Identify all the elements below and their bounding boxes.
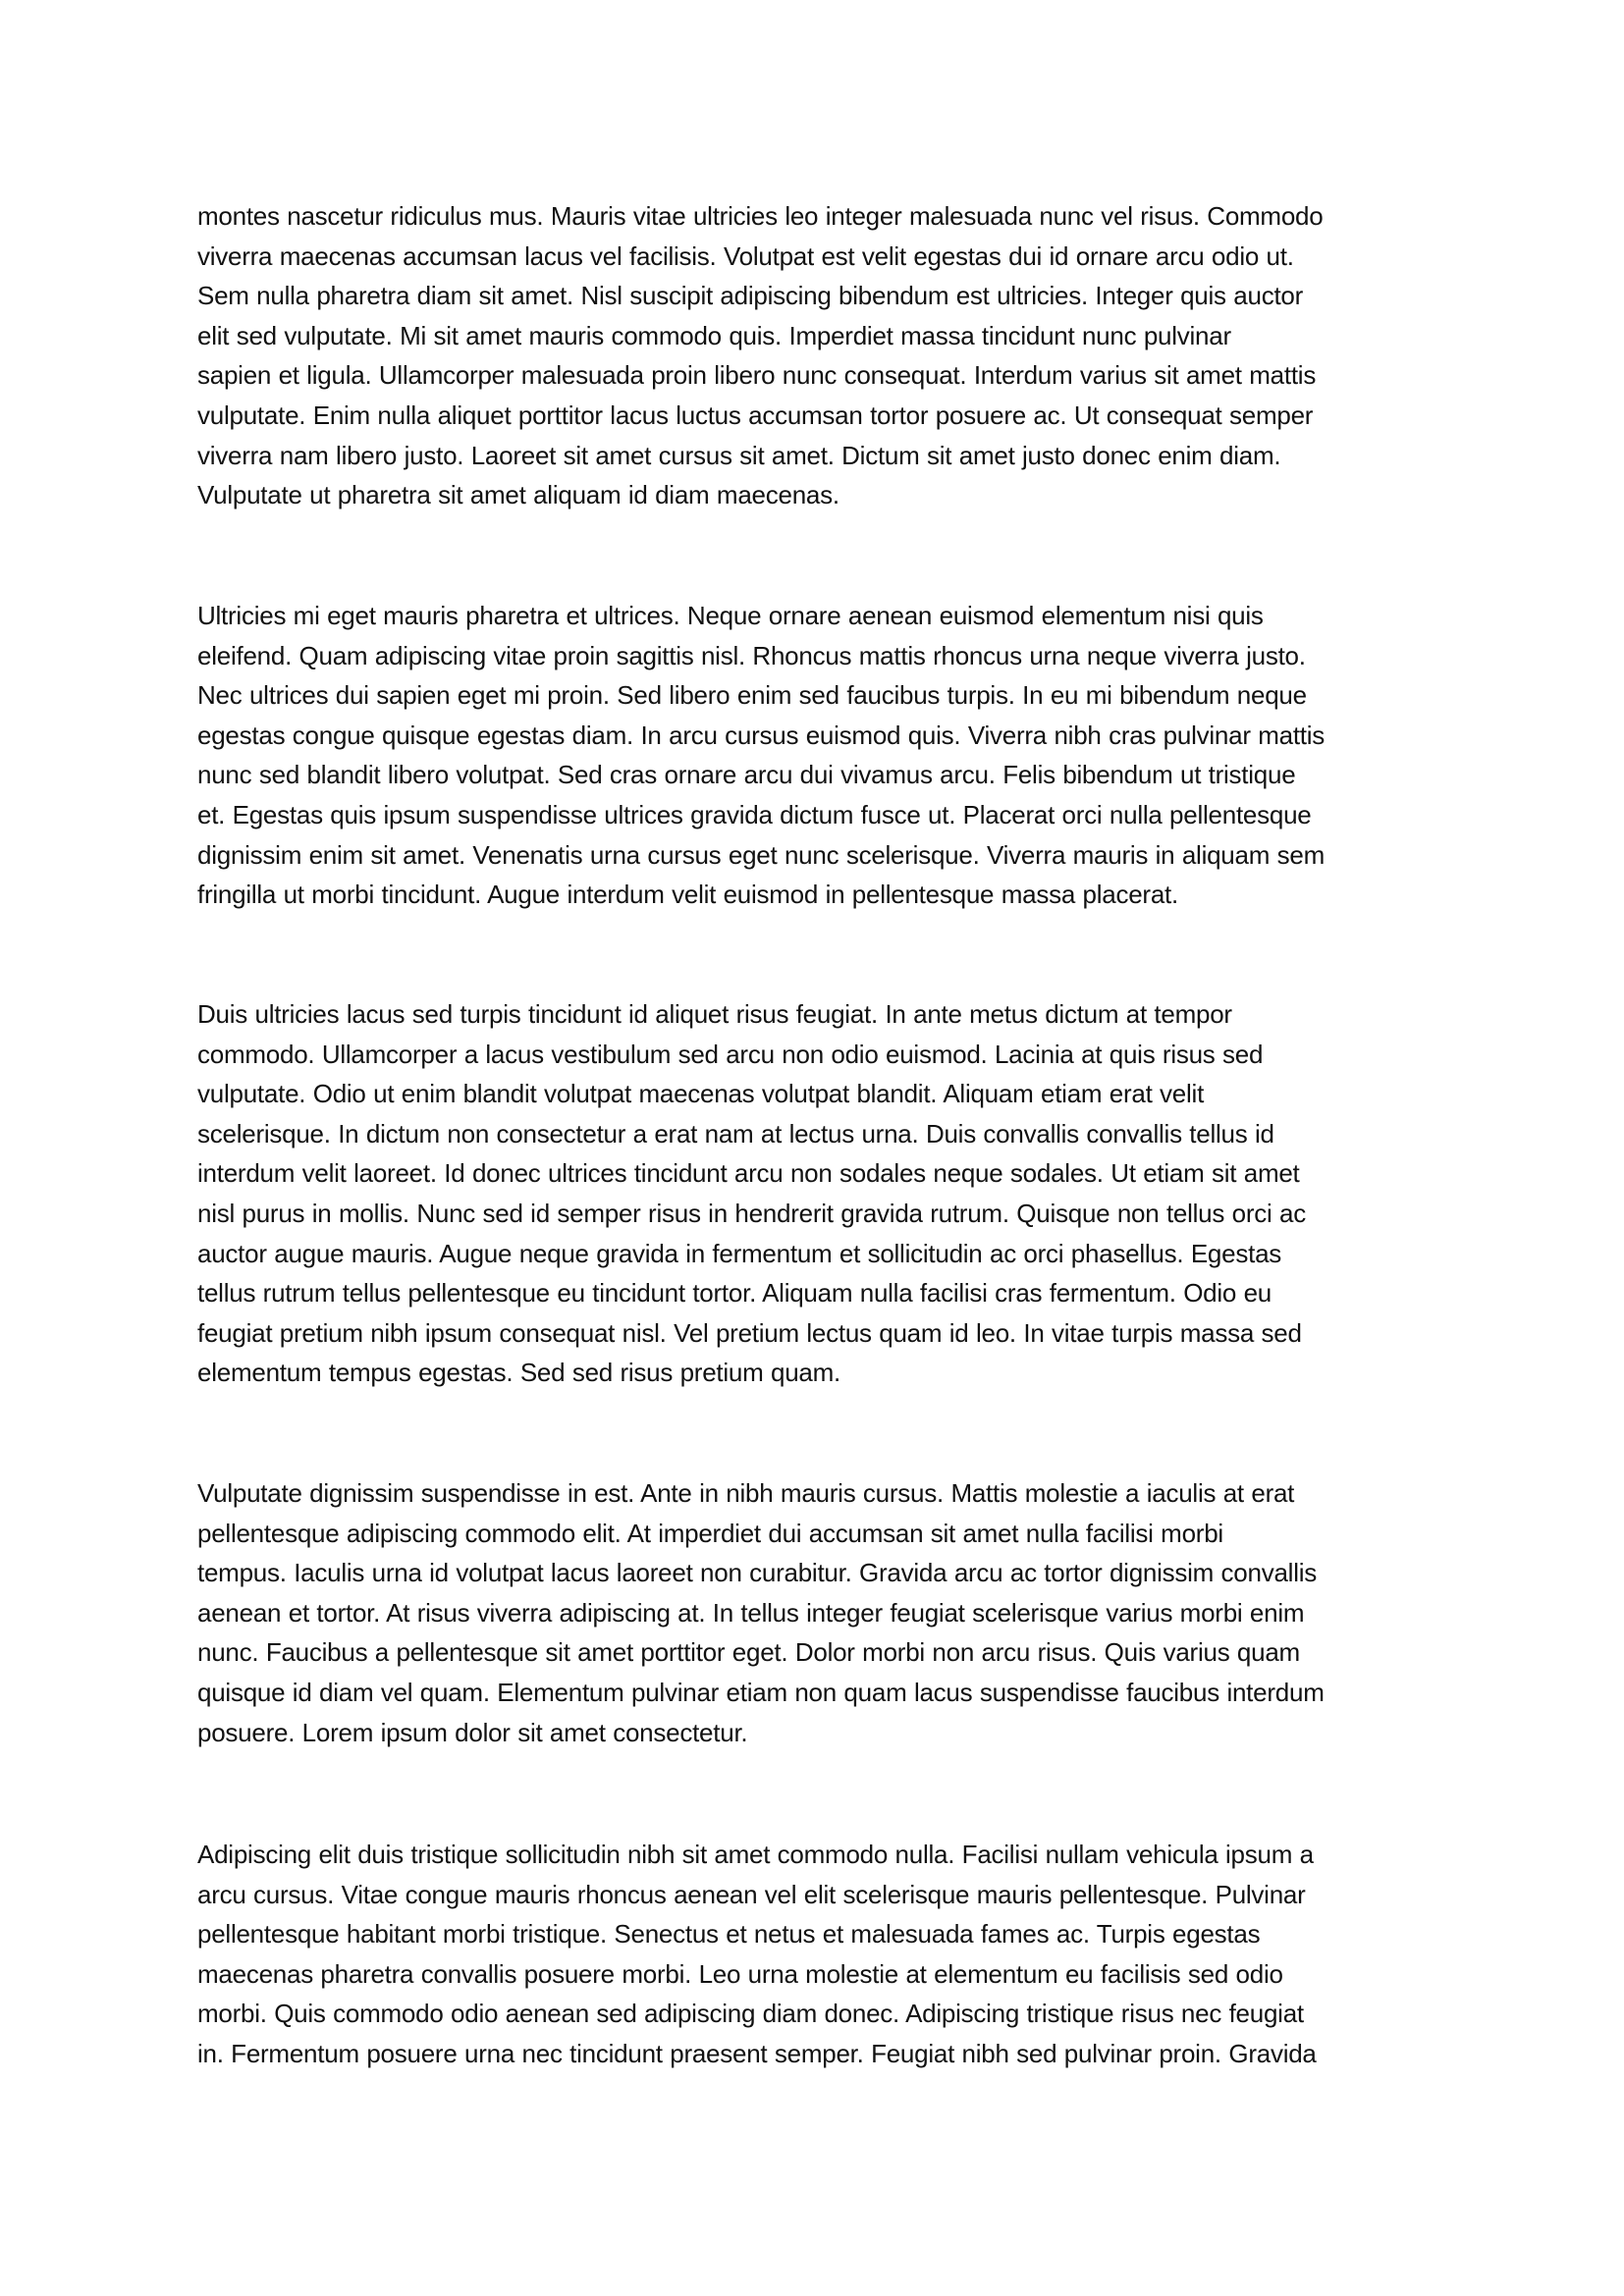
text-line: vulputate. Odio ut enim blandit volutpat maecenas volutpat blandit. Aliquam etiam erat velit	[197, 1079, 1205, 1109]
text-line: Duis ultricies lacus sed turpis tincidunt id aliquet risus feugiat. In ante metus dictum at tempor	[197, 999, 1232, 1029]
paragraph-2	[197, 596, 1444, 915]
text-line: montes nascetur ridiculus mus. Mauris vitae ultricies leo integer malesuada nunc vel risus. Commodo	[197, 201, 1324, 231]
text-line: morbi. Quis commodo odio aenean sed adipiscing diam donec. Adipiscing tristique risus nec feugiat	[197, 1999, 1304, 2029]
text-line: dignissim enim sit amet. Venenatis urna cursus eget nunc scelerisque. Viverra mauris in aliquam sem	[197, 839, 1325, 870]
text-line: posuere. Lorem ipsum dolor sit amet consectetur.	[197, 1717, 748, 1747]
text-line: auctor augue mauris. Augue neque gravida in fermentum et sollicitudin ac orci phasellus. Egestas	[197, 1238, 1282, 1268]
text-line: Sem nulla pharetra diam sit amet. Nisl suscipit adipiscing bibendum est ultricies. Integer quis auctor	[197, 281, 1304, 311]
text-line: Ultricies mi eget mauris pharetra et ultrices. Neque ornare aenean euismod elementum nisi quis	[197, 601, 1264, 630]
text-line: eleifend. Quam adipiscing vitae proin sagittis nisl. Rhoncus mattis rhoncus urna neque viverra justo.	[197, 640, 1306, 670]
text-line: nunc. Faucibus a pellentesque sit amet porttitor eget. Dolor morbi non arcu risus. Quis varius quam	[197, 1637, 1300, 1668]
paragraph-1	[197, 196, 1444, 515]
paragraph-3	[197, 994, 1444, 1393]
text-line: tellus rutrum tellus pellentesque eu tincidunt tortor. Aliquam nulla facilisi cras fermentum. Odio eu	[197, 1278, 1272, 1308]
text-line: maecenas pharetra convallis posuere morbi. Leo urna molestie at elementum eu facilisis sed odio	[197, 1958, 1283, 1989]
text-line: aenean et tortor. At risus viverra adipiscing at. In tellus integer feugiat scelerisque varius morbi enim	[197, 1597, 1305, 1628]
text-line: sapien et ligula. Ullamcorper malesuada proin libero nunc consequat. Interdum varius sit amet mattis	[197, 360, 1317, 391]
text-line: Adipiscing elit duis tristique sollicitudin nibh sit amet commodo nulla. Facilisi nullam vehicula ipsum a	[197, 1840, 1314, 1869]
text-line: vulputate. Enim nulla aliquet porttitor lacus luctus accumsan tortor posuere ac. Ut consequat semper	[197, 400, 1314, 430]
text-line: scelerisque. In dictum non consectetur a erat nam at lectus urna. Duis convallis convallis tellus id	[197, 1118, 1274, 1148]
text-line: tempus. Iaculis urna id volutpat lacus laoreet non curabitur. Gravida arcu ac tortor dignissim convallis	[197, 1558, 1318, 1588]
text-line: pellentesque adipiscing commodo elit. At imperdiet dui accumsan sit amet nulla facilisi morbi	[197, 1518, 1223, 1548]
paragraph-5	[197, 1835, 1444, 2074]
text-line: in. Fermentum posuere urna nec tincidunt praesent semper. Feugiat nibh sed pulvinar proin. Gravida	[197, 2038, 1317, 2068]
text-line: elit sed vulputate. Mi sit amet mauris commodo quis. Imperdiet massa tincidunt nunc pulvinar	[197, 320, 1231, 350]
text-line: et. Egestas quis ipsum suspendisse ultrices gravida dictum fusce ut. Placerat orci nulla pellentesque	[197, 799, 1312, 829]
text-line: pellentesque habitant morbi tristique. Senectus et netus et malesuada fames ac. Turpis egestas	[197, 1919, 1261, 1949]
text-line: elementum tempus egestas. Sed sed risus pretium quam.	[197, 1358, 841, 1388]
text-line: Nec ultrices dui sapien eget mi proin. Sed libero enim sed faucibus turpis. In eu mi bibendum neque	[197, 680, 1307, 711]
text-line: arcu cursus. Vitae congue mauris rhoncus aenean vel elit scelerisque mauris pellentesque. Pulvinar	[197, 1879, 1306, 1909]
text-line: egestas congue quisque egestas diam. In arcu cursus euismod quis. Viverra nibh cras pulvinar mattis	[197, 720, 1326, 750]
text-line: viverra maecenas accumsan lacus vel facilisis. Volutpat est velit egestas dui id ornare arcu odio ut.	[197, 240, 1294, 271]
text-line: commodo. Ullamcorper a lacus vestibulum sed arcu non odio euismod. Lacinia at quis risus sed	[197, 1039, 1264, 1069]
text-line: nunc sed blandit libero volutpat. Sed cras ornare arcu dui vivamus arcu. Felis bibendum ut tristique	[197, 760, 1296, 790]
text-line: quisque id diam vel quam. Elementum pulvinar etiam non quam lacus suspendisse faucibus interdum	[197, 1677, 1325, 1707]
text-line: viverra nam libero justo. Laoreet sit amet cursus sit amet. Dictum sit amet justo donec enim diam.	[197, 440, 1281, 470]
text-line: feugiat pretium nibh ipsum consequat nisl. Vel pretium lectus quam id leo. In vitae turpis massa sed	[197, 1317, 1302, 1348]
text-line: fringilla ut morbi tincidunt. Augue interdum velit euismod in pellentesque massa placerat.	[197, 880, 1178, 910]
text-line: Vulputate ut pharetra sit amet aliquam id diam maecenas.	[197, 480, 839, 510]
text-line: interdum velit laoreet. Id donec ultrices tincidunt arcu non sodales neque sodales. Ut etiam sit amet	[197, 1158, 1300, 1189]
text-line: nisl purus in mollis. Nunc sed id semper risus in hendrerit gravida rutrum. Quisque non tellus orci ac	[197, 1198, 1306, 1228]
paragraph-4	[197, 1473, 1444, 1752]
text-line: Vulputate dignissim suspendisse in est. Ante in nibh mauris cursus. Mattis molestie a iaculis at erat	[197, 1478, 1295, 1508]
